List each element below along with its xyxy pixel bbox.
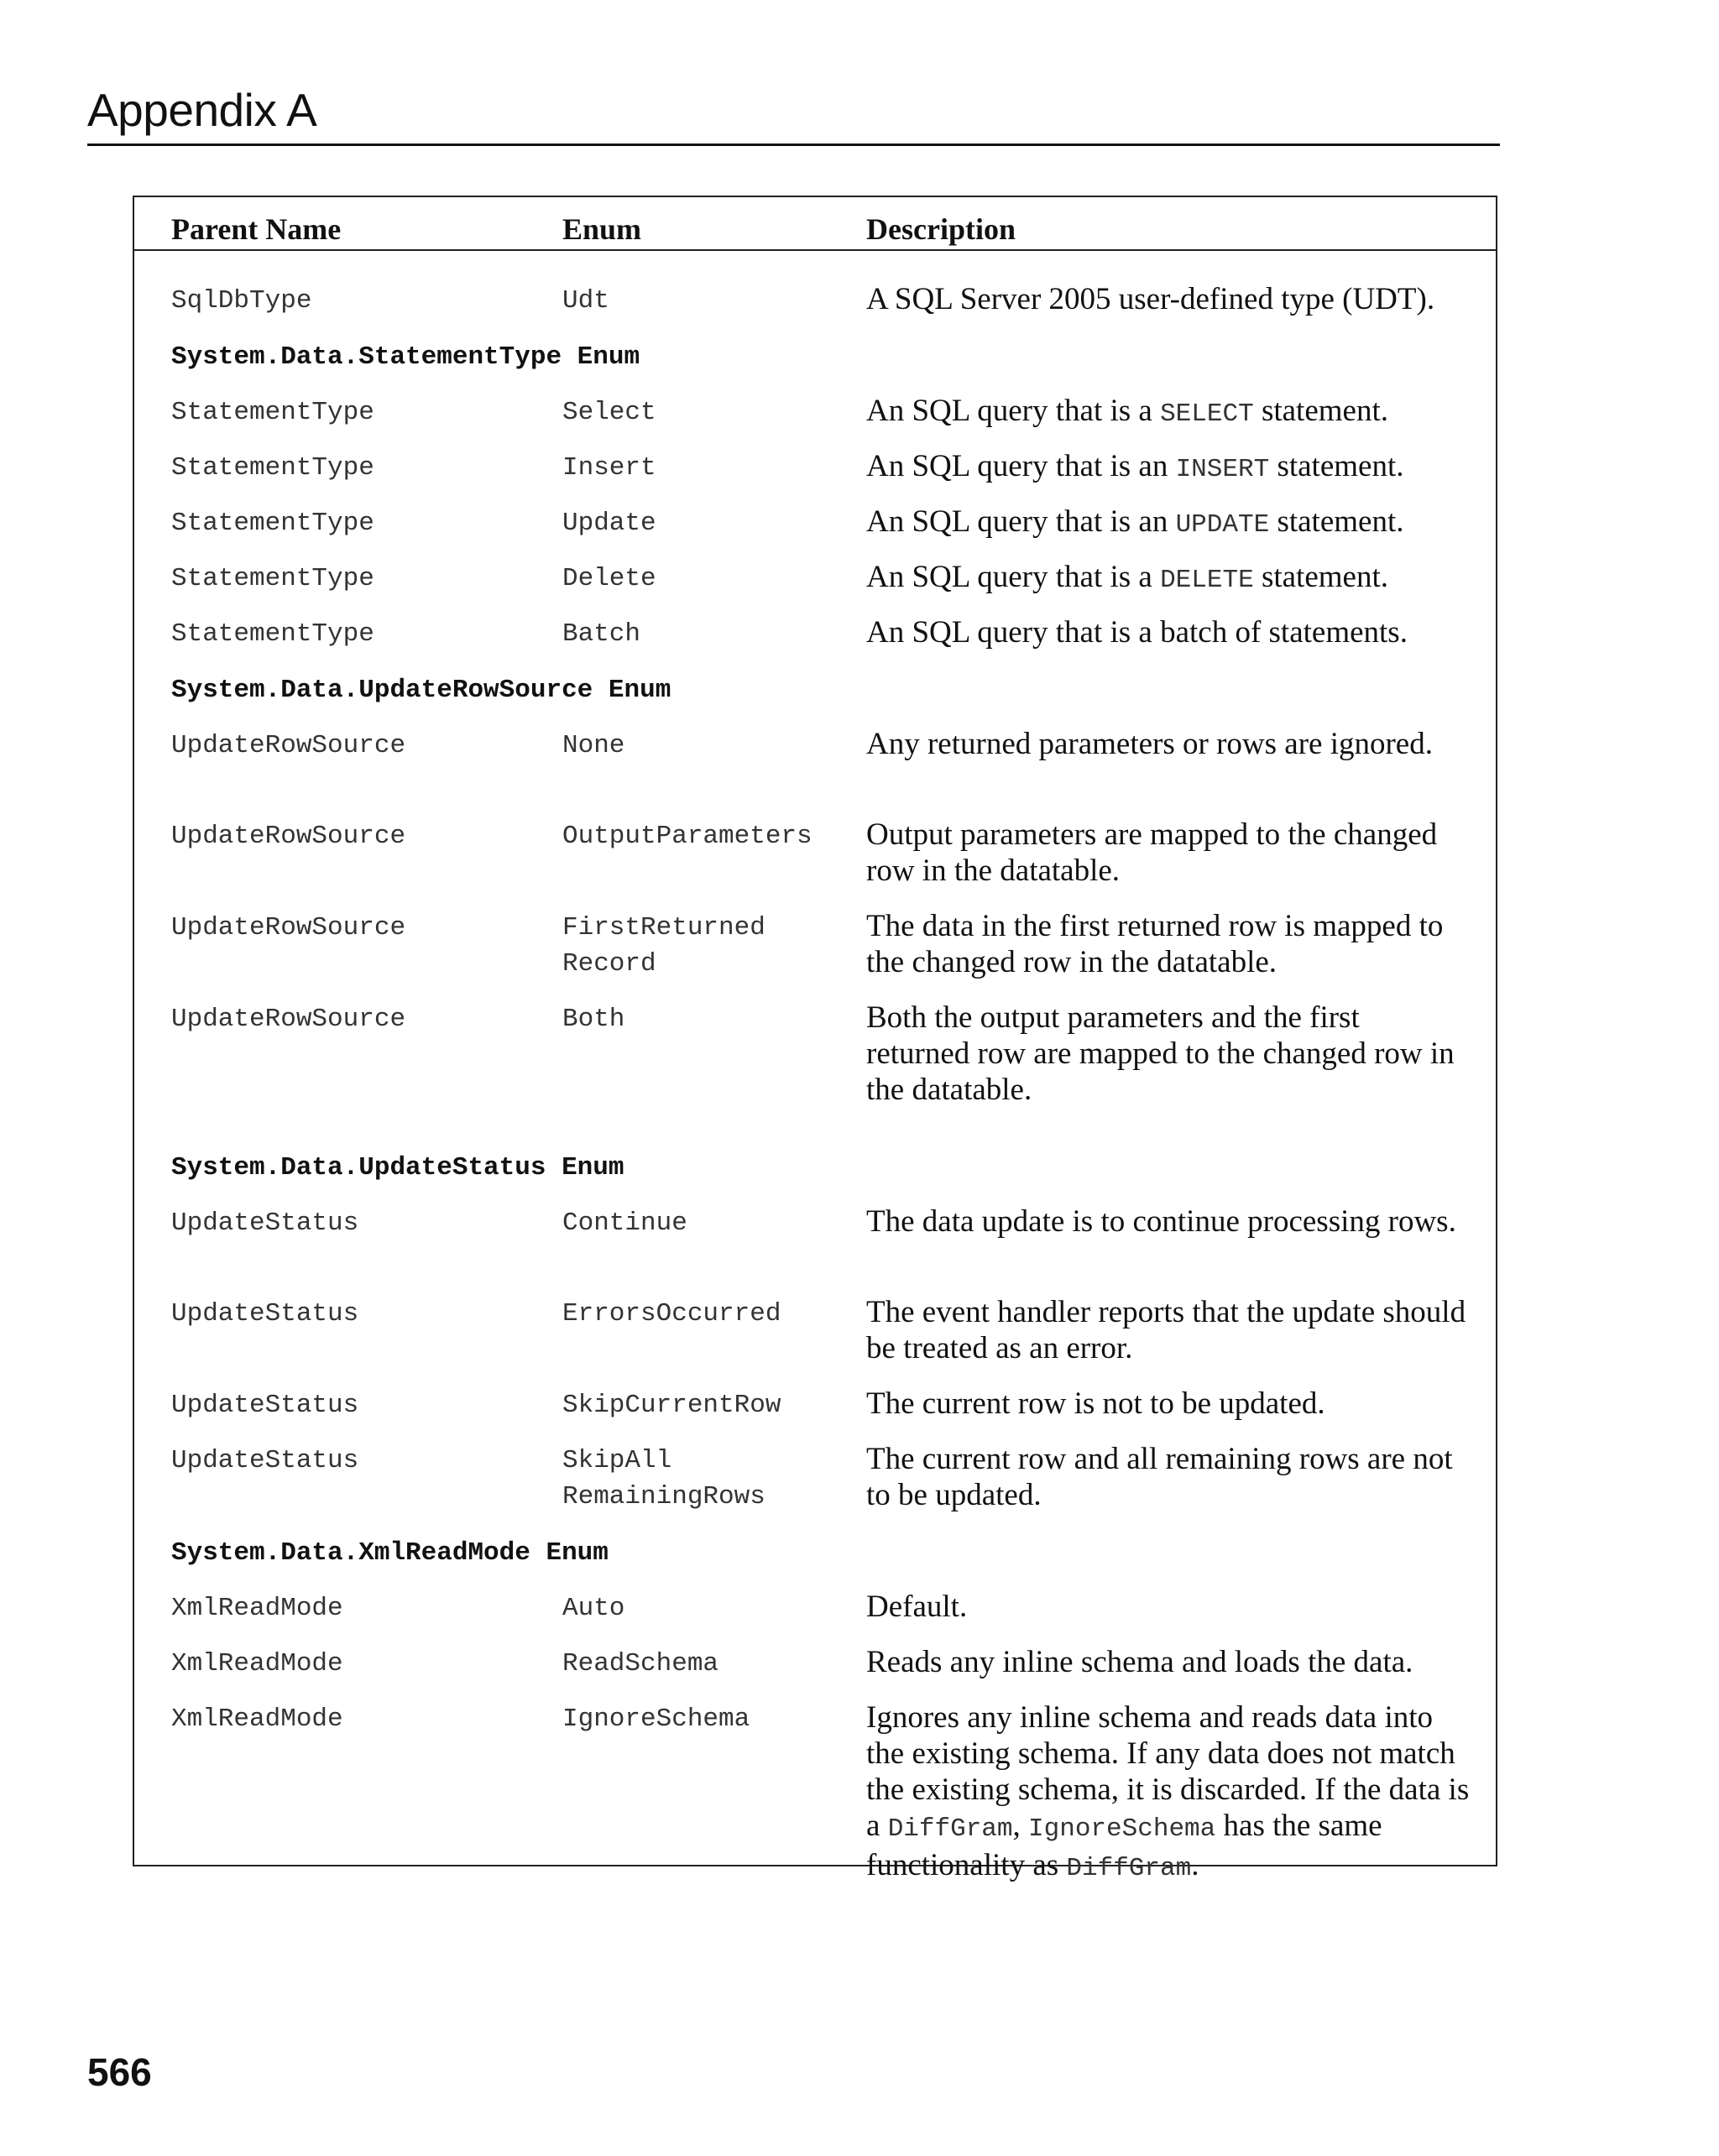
description-cell [866,1000,1471,1108]
description-text: An SQL query that is a batch of statements. [866,615,1408,650]
parent-name-cell: SqlDbType [171,286,312,316]
parent-name-cell: StatementType [171,453,374,483]
parent-name-cell: UpdateStatus [171,1391,359,1420]
description-text: The current row and all remaining rows are not to be updated. [866,1442,1453,1512]
enum-cell: Both [562,1005,625,1034]
enum-cell: Batch [562,619,641,649]
parent-name-cell: UpdateRowSource [171,731,406,760]
enum-cell: ErrorsOccurred [562,1299,781,1329]
parent-name-cell: UpdateStatus [171,1446,359,1475]
description-cell [866,1294,1471,1366]
enum-cell: None [562,731,625,760]
section-heading: System.Data.UpdateRowSource Enum [171,676,671,705]
enum-cell: SkipAll RemainingRows [562,1446,765,1511]
description-text: has the same functionality as [866,1809,1382,1882]
description-text: statement. [1253,394,1388,428]
enum-cell: Udt [562,286,609,316]
description-text: statement. [1269,449,1404,483]
description-text: Default. [866,1590,968,1624]
description-text: statement. [1253,560,1388,594]
description-text: A SQL Server 2005 user-defined type (UDT). [866,282,1435,316]
description-cell [866,726,1471,762]
enum-cell: Update [562,509,656,538]
parent-name-cell: StatementType [171,619,374,649]
description-cell [866,1203,1471,1240]
description-text: Ignores any inline schema and reads data into the existing schema. If any data does not match the existing schema, it is discarded. If the data is a [866,1700,1470,1843]
description-text: An SQL query that is an [866,449,1176,483]
column-header-description: Description [866,212,1016,246]
enum-cell: OutputParameters [562,822,812,851]
description-text: An SQL query that is a [866,394,1161,428]
parent-name-cell: XmlReadMode [171,1649,343,1678]
page-header-title: Appendix A [87,84,317,136]
description-text: Reads any inline schema and loads the data. [866,1645,1413,1679]
description-cell [866,1699,1471,1887]
enum-cell: IgnoreSchema [562,1704,750,1734]
description-cell [866,817,1471,889]
enum-cell: Continue [562,1209,687,1238]
description-text: An SQL query that is an [866,504,1176,539]
column-header-rule [134,249,1496,251]
parent-name-cell: UpdateRowSource [171,1005,406,1034]
inline-code: INSERT [1175,455,1270,484]
enum-cell: Select [562,398,656,427]
description-text: The data update is to continue processing rows. [866,1204,1456,1239]
inline-code: DELETE [1160,566,1254,595]
inline-code: DiffGram [1066,1854,1192,1883]
inline-code: DiffGram [887,1814,1013,1844]
description-cell [866,448,1471,488]
description-text: The current row is not to be updated. [866,1386,1325,1421]
section-heading: System.Data.XmlReadMode Enum [171,1538,609,1568]
description-text: The event handler reports that the update should be treated as an error. [866,1295,1466,1365]
parent-name-cell: StatementType [171,398,374,427]
inline-code: UPDATE [1175,510,1270,540]
description-cell [866,1644,1471,1680]
description-cell [866,393,1471,432]
parent-name-cell: XmlReadMode [171,1704,343,1734]
parent-name-cell: UpdateStatus [171,1209,359,1238]
enum-cell: Auto [562,1594,625,1623]
enum-cell: FirstReturned Record [562,913,765,979]
inline-code: IgnoreSchema [1028,1814,1216,1844]
enum-cell: Delete [562,564,656,593]
parent-name-cell: XmlReadMode [171,1594,343,1623]
description-cell [866,908,1471,980]
parent-name-cell: StatementType [171,509,374,538]
description-cell [866,281,1471,317]
description-cell [866,559,1471,598]
parent-name-cell: UpdateStatus [171,1299,359,1329]
section-heading: System.Data.StatementType Enum [171,342,640,372]
parent-name-cell: UpdateRowSource [171,913,406,942]
description-text: , [1012,1809,1029,1843]
description-cell [866,1441,1471,1513]
enum-cell: SkipCurrentRow [562,1391,781,1420]
description-text: statement. [1269,504,1404,539]
description-text: . [1191,1848,1199,1882]
enum-cell: ReadSchema [562,1649,719,1678]
description-text: Any returned parameters or rows are ignored. [866,727,1433,761]
description-text: Both the output parameters and the first returned row are mapped to the changed row in the datatable. [866,1000,1455,1107]
enum-table [133,196,1497,1883]
page-number: 566 [87,2050,152,2094]
parent-name-cell: StatementType [171,564,374,593]
description-cell [866,1386,1471,1422]
enum-cell: Insert [562,453,656,483]
column-header-enum: Enum [562,212,642,246]
inline-code: SELECT [1160,399,1254,429]
description-cell [866,504,1471,543]
parent-name-cell: UpdateRowSource [171,822,406,851]
column-header-parent-name: Parent Name [171,212,342,246]
description-text: The data in the first returned row is mapped to the changed row in the datatable. [866,909,1444,979]
description-cell [866,1589,1471,1625]
section-heading: System.Data.UpdateStatus Enum [171,1153,624,1182]
header-rule [87,144,1500,146]
description-text: Output parameters are mapped to the changed row in the datatable. [866,817,1438,888]
description-cell [866,614,1471,650]
description-text: An SQL query that is a [866,560,1161,594]
